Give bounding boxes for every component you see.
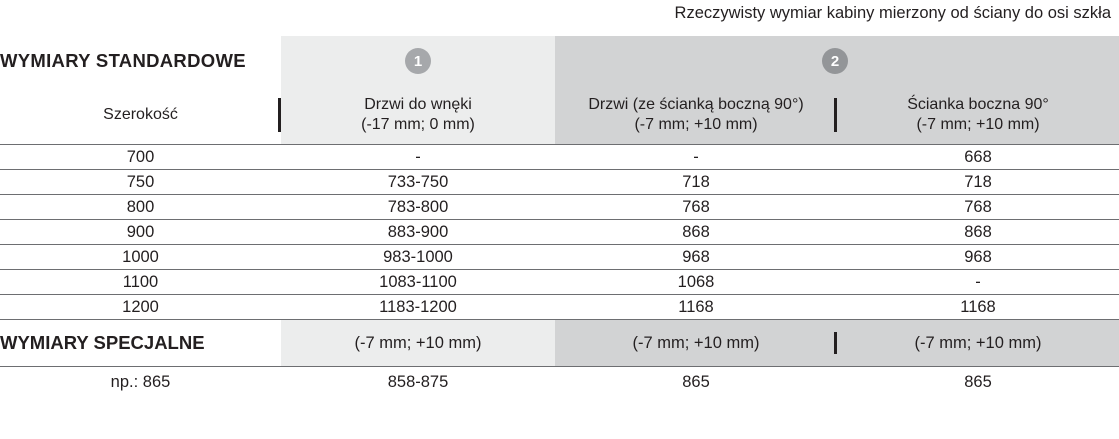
special-door-tolerance-label: (-7 mm; +10 mm) bbox=[632, 333, 760, 352]
cell-niche: 1083-1100 bbox=[281, 270, 555, 295]
example-width: np.: 865 bbox=[0, 367, 281, 398]
badge-cell-2 bbox=[555, 36, 840, 86]
special-side-tolerance: (-7 mm; +10 mm) bbox=[837, 320, 1119, 367]
example-row bbox=[0, 367, 1119, 398]
special-dimensions-title: WYMIARY SPECJALNE bbox=[0, 320, 281, 367]
table-row bbox=[0, 245, 1119, 270]
cell-niche: 883-900 bbox=[281, 220, 555, 245]
header-band-row bbox=[0, 36, 1119, 86]
cell-door: 868 bbox=[555, 220, 837, 245]
cell-width: 1200 bbox=[0, 295, 281, 320]
subheader-sidewall-tolerance: (-7 mm; +10 mm) bbox=[916, 116, 1040, 133]
badge-2: 2 bbox=[822, 48, 848, 74]
cell-door: 1168 bbox=[555, 295, 837, 320]
subheader-row bbox=[0, 86, 1119, 145]
table-row bbox=[0, 195, 1119, 220]
cell-door: 968 bbox=[555, 245, 837, 270]
cell-width: 1000 bbox=[0, 245, 281, 270]
special-band-row bbox=[0, 320, 1119, 367]
subheader-niche-door-tolerance: (-17 mm; 0 mm) bbox=[361, 116, 475, 133]
cell-side: 668 bbox=[837, 145, 1119, 170]
top-note: Rzeczywisty wymiar kabiny mierzony od ściany do osi szkła bbox=[674, 4, 1111, 22]
example-door: 865 bbox=[555, 367, 837, 398]
cell-width: 1100 bbox=[0, 270, 281, 295]
standard-dimensions-title: WYMIARY STANDARDOWE bbox=[0, 36, 281, 86]
cell-niche: - bbox=[281, 145, 555, 170]
cell-side: 1168 bbox=[837, 295, 1119, 320]
special-niche-tolerance: (-7 mm; +10 mm) bbox=[281, 320, 555, 367]
subheader-sidewall bbox=[837, 86, 1119, 145]
table-row bbox=[0, 295, 1119, 320]
subheader-sidewall-label: Ścianka boczna 90° bbox=[907, 96, 1049, 113]
cell-side: 968 bbox=[837, 245, 1119, 270]
cell-side: - bbox=[837, 270, 1119, 295]
table-row bbox=[0, 220, 1119, 245]
cell-side: 718 bbox=[837, 170, 1119, 195]
cell-niche: 983-1000 bbox=[281, 245, 555, 270]
subheader-door-sidewall-label: Drzwi (ze ścianką boczną 90°) bbox=[588, 96, 804, 113]
dimensions-table bbox=[0, 36, 1119, 397]
cell-width: 750 bbox=[0, 170, 281, 195]
cell-niche: 783-800 bbox=[281, 195, 555, 220]
table-row bbox=[0, 145, 1119, 170]
special-door-tolerance bbox=[555, 320, 837, 367]
subheader-width bbox=[0, 86, 281, 145]
subheader-door-sidewall bbox=[555, 86, 837, 145]
table-row bbox=[0, 270, 1119, 295]
cell-door: 768 bbox=[555, 195, 837, 220]
example-niche: 858-875 bbox=[281, 367, 555, 398]
cell-door: 1068 bbox=[555, 270, 837, 295]
example-side: 865 bbox=[837, 367, 1119, 398]
cell-width: 700 bbox=[0, 145, 281, 170]
cell-width: 800 bbox=[0, 195, 281, 220]
cell-width: 900 bbox=[0, 220, 281, 245]
badge-1: 1 bbox=[405, 48, 431, 74]
badge-cell-1 bbox=[281, 36, 555, 86]
subheader-niche-door-label: Drzwi do wnęki bbox=[364, 96, 472, 113]
cell-door: 718 bbox=[555, 170, 837, 195]
cell-side: 768 bbox=[837, 195, 1119, 220]
subheader-niche-door bbox=[281, 86, 555, 145]
subheader-width-label: Szerokość bbox=[103, 106, 178, 123]
table-row bbox=[0, 170, 1119, 195]
cell-niche: 1183-1200 bbox=[281, 295, 555, 320]
cell-side: 868 bbox=[837, 220, 1119, 245]
subheader-door-sidewall-tolerance: (-7 mm; +10 mm) bbox=[634, 116, 758, 133]
cell-door: - bbox=[555, 145, 837, 170]
cell-niche: 733-750 bbox=[281, 170, 555, 195]
